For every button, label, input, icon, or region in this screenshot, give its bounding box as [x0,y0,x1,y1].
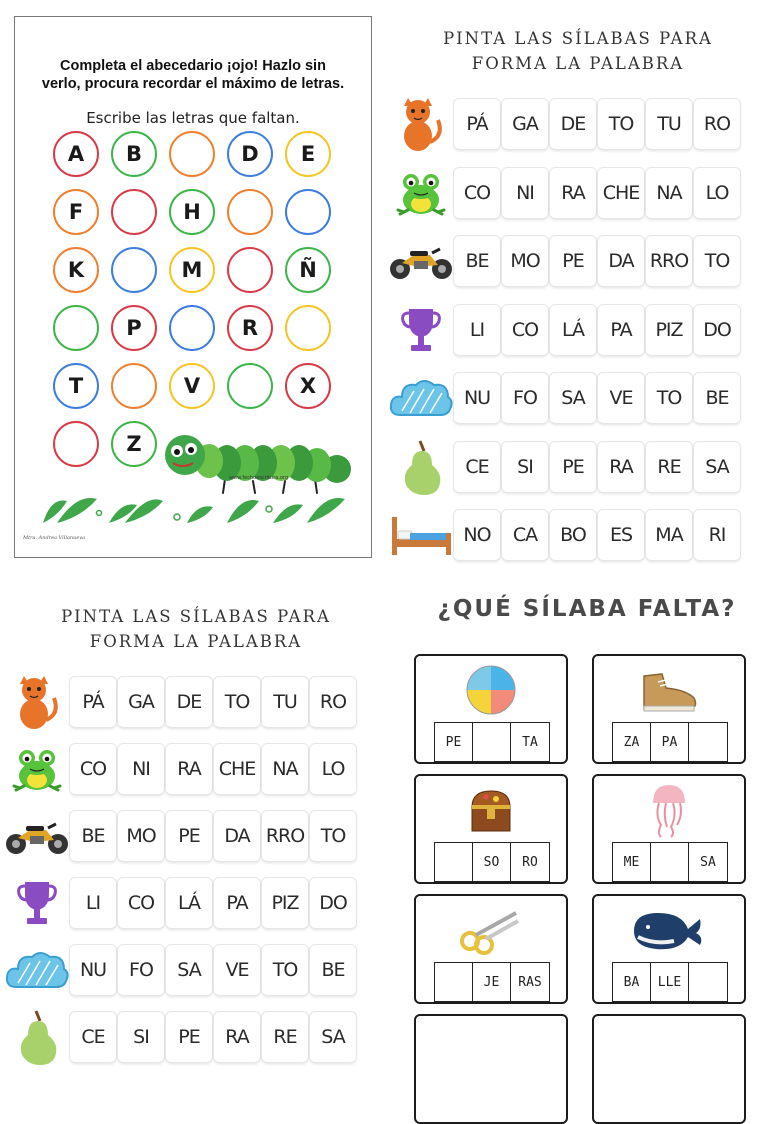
blank-letter-circle [111,247,157,293]
syllable-cells [70,744,356,794]
syllable-cell[interactable]: DE [550,99,596,149]
syllable-cell[interactable]: SA [166,945,212,995]
syllable-cell[interactable]: FO [118,945,164,995]
letter-circle: V [169,363,215,409]
syllable-cell[interactable]: RO [310,677,356,727]
letter-circle: T [53,363,99,409]
cloud-icon [4,942,70,998]
syllable-cell[interactable]: PÁ [454,99,500,149]
syllable-cell[interactable]: PA [598,305,644,355]
syllable-cell[interactable]: SA [694,442,740,492]
syllable-cell[interactable]: NU [70,945,116,995]
scissors-icon [416,900,566,960]
missing-syllable-panel [406,590,768,1024]
syllable-cell[interactable]: LI [454,305,500,355]
syllable-row [4,875,356,931]
syllable-cell[interactable]: PE [550,442,596,492]
syllable-cell[interactable]: RE [646,442,692,492]
syllable-boxes [434,722,550,762]
letter-circle: P [111,305,157,351]
syllable-box: JE [473,963,511,1001]
syllable-cell[interactable]: TU [262,677,308,727]
syllable-row [4,741,356,797]
syllable-cell[interactable]: SA [310,1012,356,1062]
syllable-cell[interactable]: SA [550,373,596,423]
shoe-icon [594,660,744,720]
syllable-cell[interactable]: ES [598,510,644,560]
syllable-cell[interactable]: DA [598,236,644,286]
syllable-boxes [612,842,728,882]
syllable-title-line2: FORMA LA PALABRA [471,54,685,73]
syllable-cell[interactable]: RA [598,442,644,492]
syllable-cells [70,1012,356,1062]
syllable-cell[interactable]: LÁ [166,878,212,928]
syllable-cell[interactable]: PE [550,236,596,286]
missing-syllable-card [592,774,746,884]
syllable-cell[interactable]: RA [550,168,596,218]
missing-syllable-card [592,654,746,764]
syllable-cell[interactable]: PIZ [646,305,692,355]
syllable-cell[interactable]: PE [166,1012,212,1062]
syllable-cell[interactable]: CA [502,510,548,560]
letter-circle: X [285,363,331,409]
syllable-cell[interactable]: DO [310,878,356,928]
syllable-cell[interactable]: MO [502,236,548,286]
syllable-cell[interactable]: CE [70,1012,116,1062]
syllable-cells [454,373,740,423]
syllable-cell[interactable]: TO [694,236,740,286]
syllable-cells [70,677,356,727]
syllable-cell[interactable]: VE [214,945,260,995]
website-credit: www.fechoescritura.org [229,475,289,481]
beach-ball-icon [416,660,566,720]
syllable-cells [454,510,740,560]
frog-icon [4,741,70,797]
syllable-box: ZA [613,723,651,761]
letter-circle: D [227,131,273,177]
syllable-title-line1: PINTA LAS SÍLABAS PARA [443,29,713,48]
blank-syllable-box[interactable] [689,723,727,761]
treasure-chest-icon [416,780,566,840]
blank-letter-circle [53,421,99,467]
missing-syllable-card-cutoff [592,1014,746,1124]
syllable-cell[interactable]: DO [694,305,740,355]
syllable-box: RAS [518,974,542,990]
whale-icon [594,900,744,960]
syllable-cell[interactable]: DE [166,677,212,727]
syllable-cell[interactable]: FO [502,373,548,423]
letter-circle: M [169,247,215,293]
cat-icon [4,674,70,730]
alphabet-subtitle: Escribe las letras que faltan. [86,109,300,127]
syllable-cell[interactable]: CO [118,878,164,928]
syllable-cell[interactable]: TO [310,811,356,861]
trophy-icon [4,875,70,931]
syllable-cell[interactable]: PE [166,811,212,861]
syllable-boxes [434,962,550,1002]
syllable-box: LLE [651,963,689,1001]
blank-letter-circle [111,363,157,409]
trophy-icon [388,302,454,358]
syllable-row [388,165,740,221]
syllable-boxes [434,842,550,882]
blank-letter-circle [169,131,215,177]
syllable-row [4,674,356,730]
syllable-row [388,233,740,289]
syllable-cell[interactable]: PA [214,878,260,928]
syllable-cell[interactable]: NI [502,168,548,218]
bed-icon [388,507,454,563]
letter-circle: E [285,131,331,177]
syllable-cell[interactable]: DA [214,811,260,861]
blank-syllable-box[interactable] [435,843,473,881]
syllable-cell[interactable]: LO [310,744,356,794]
syllable-cell[interactable]: TU [646,99,692,149]
syllable-cell[interactable]: PÁ [70,677,116,727]
syllable-cell[interactable]: BE [310,945,356,995]
syllable-cell[interactable]: SI [502,442,548,492]
syllable-box: SA [700,854,716,870]
syllable-cell[interactable]: RRO [262,811,308,861]
letter-circle: A [53,131,99,177]
syllable-cell[interactable]: RO [694,99,740,149]
syllable-cells [70,878,356,928]
syllable-cell[interactable]: TO [646,373,692,423]
cloud-icon [388,370,454,426]
syllable-cell[interactable]: BE [694,373,740,423]
syllable-cell[interactable]: CO [502,305,548,355]
syllable-title-line1: PINTA LAS SÍLABAS PARA [61,607,331,626]
syllable-row [4,1009,356,1065]
syllable-cell[interactable]: TO [598,99,644,149]
syllable-cell[interactable]: LO [694,168,740,218]
syllable-cell[interactable]: PIZ [262,878,308,928]
syllable-cell[interactable]: MO [118,811,164,861]
syllable-title [388,26,768,76]
syllable-box: TA [522,734,538,750]
pear-icon [4,1009,70,1065]
alphabet-worksheet [14,16,372,558]
letter-circle: B [111,131,157,177]
syllable-cell[interactable]: NO [454,510,500,560]
syllable-row [4,808,356,864]
syllable-cell[interactable]: BO [550,510,596,560]
syllable-cell[interactable]: RE [262,1012,308,1062]
syllable-cell[interactable]: TO [262,945,308,995]
blank-syllable-box[interactable] [689,963,727,1001]
syllable-cell[interactable]: RA [166,744,212,794]
syllable-cell[interactable]: LÁ [550,305,596,355]
syllable-cell[interactable]: RRO [646,236,692,286]
missing-syllable-card [414,654,568,764]
syllable-cell[interactable]: MA [646,510,692,560]
blank-letter-circle [227,363,273,409]
syllable-cell[interactable]: RI [694,510,740,560]
syllable-cell[interactable]: CO [454,168,500,218]
syllable-title-line2: FORMA LA PALABRA [89,632,303,651]
syllable-row [4,942,356,998]
teacher-credit: Mtra. Andrea Villanueva [23,535,86,541]
syllable-box: PE [435,723,473,761]
blank-letter-circle [53,305,99,351]
syllable-cell[interactable]: BE [70,811,116,861]
syllable-cell[interactable]: CE [454,442,500,492]
syllable-cell[interactable]: SI [118,1012,164,1062]
syllable-box: PA [651,723,689,761]
syllable-cell[interactable]: RA [214,1012,260,1062]
blank-syllable-box[interactable] [473,723,511,761]
syllable-cell[interactable]: TO [214,677,260,727]
syllable-row [388,507,740,563]
blank-letter-circle [227,189,273,235]
blank-letter-circle [227,247,273,293]
blank-letter-circle [285,189,331,235]
syllable-cell[interactable]: GA [118,677,164,727]
syllable-row [388,439,740,495]
missing-syllable-card [414,774,568,884]
syllable-cells [454,305,740,355]
syllable-row [388,370,740,426]
frog-icon [388,165,454,221]
missing-syllable-title: ¿QUÉ SÍLABA FALTA? [437,596,737,622]
blank-letter-circle [169,305,215,351]
missing-syllable-card-cutoff [414,1014,568,1124]
letter-circle: R [227,305,273,351]
syllable-cell[interactable]: CHE [214,744,260,794]
syllable-cell[interactable]: GA [502,99,548,149]
syllable-box: RO [522,854,538,870]
syllable-cell[interactable]: NU [454,373,500,423]
letter-circle: Ñ [285,247,331,293]
syllable-cell[interactable]: NA [262,744,308,794]
grass-leaves-icon [37,487,357,527]
syllable-cell[interactable]: NI [118,744,164,794]
syllable-row [388,96,740,152]
syllable-cells [70,811,356,861]
letter-circle: H [169,189,215,235]
syllable-cells [454,236,740,286]
alphabet-title: Completa el abecedario ¡ojo! Hazlo sin verlo, procura recordar el máximo de letras. [41,58,345,92]
syllable-box: SO [473,843,511,881]
syllable-panel-top [388,24,768,564]
syllable-cell[interactable]: LI [70,878,116,928]
syllable-cell[interactable]: CO [70,744,116,794]
syllable-title [4,604,388,654]
syllable-cells [454,442,740,492]
syllable-box: ME [613,843,651,881]
missing-syllable-card [592,894,746,1004]
syllable-panel-bottom [4,604,388,1048]
letter-circle: Z [111,421,157,467]
syllable-boxes [612,722,728,762]
syllable-cell[interactable]: CHE [598,168,644,218]
syllable-row [388,302,740,358]
syllable-cell[interactable]: VE [598,373,644,423]
syllable-cells [454,168,740,218]
syllable-cell[interactable]: NA [646,168,692,218]
motorcycle-icon [4,808,70,864]
missing-syllable-card [414,894,568,1004]
motorcycle-icon [388,233,454,289]
syllable-boxes [612,962,728,1002]
blank-letter-circle [285,305,331,351]
letter-circle: F [53,189,99,235]
pear-icon [388,439,454,495]
syllable-box: BA [613,963,651,1001]
syllable-cell[interactable]: BE [454,236,500,286]
jellyfish-icon [594,780,744,840]
blank-syllable-box[interactable] [435,963,473,1001]
syllable-cells [454,99,740,149]
letter-circle: K [53,247,99,293]
syllable-cells [70,945,356,995]
blank-letter-circle [111,189,157,235]
cat-icon [388,96,454,152]
blank-syllable-box[interactable] [651,843,689,881]
